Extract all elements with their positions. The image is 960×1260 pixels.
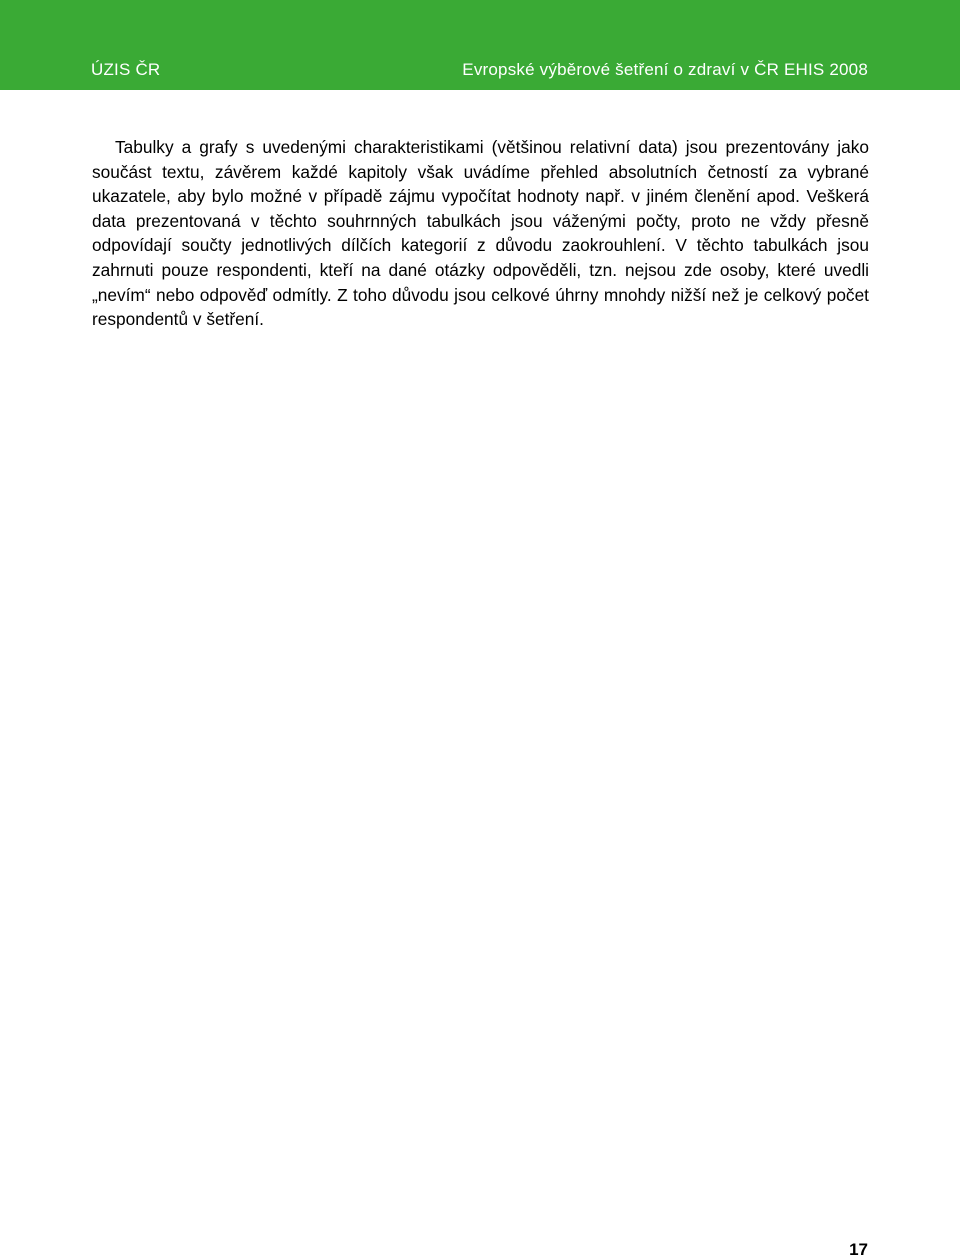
page-number: 17: [849, 1240, 868, 1259]
body-paragraph: Tabulky a grafy s uvedenými charakteristikami (většinou relativní data) jsou prezentovány jako součást textu, závěrem každé kapitoly však uvádíme přehled absolutních četností za vybrané ukazatele, aby bylo možné v případě zájmu vypočítat hodnoty např. v jiném členění apod. Veškerá data prezentovaná v těchto souhrnných tabulkách jsou váženými počty, proto ne vždy přesně odpovídají součty jednotlivých dílčích kategorií z důvodu zaokrouhlení. V těchto tabulkách jsou zahrnuti pouze respondenti, kteří na dané otázky odpověděli, tzn. nejsou zde osoby, které uvedli „nevím“ nebo odpověď odmítly. Z toho důvodu jsou celkové úhrny mnohdy nižší než je celkový počet respondentů v šetření.: [92, 137, 869, 330]
header-organization: ÚZIS ČR: [91, 60, 161, 79]
header-publication-title: Evropské výběrové šetření o zdraví v ČR EHIS 2008: [462, 60, 868, 79]
page-header: [0, 0, 960, 90]
